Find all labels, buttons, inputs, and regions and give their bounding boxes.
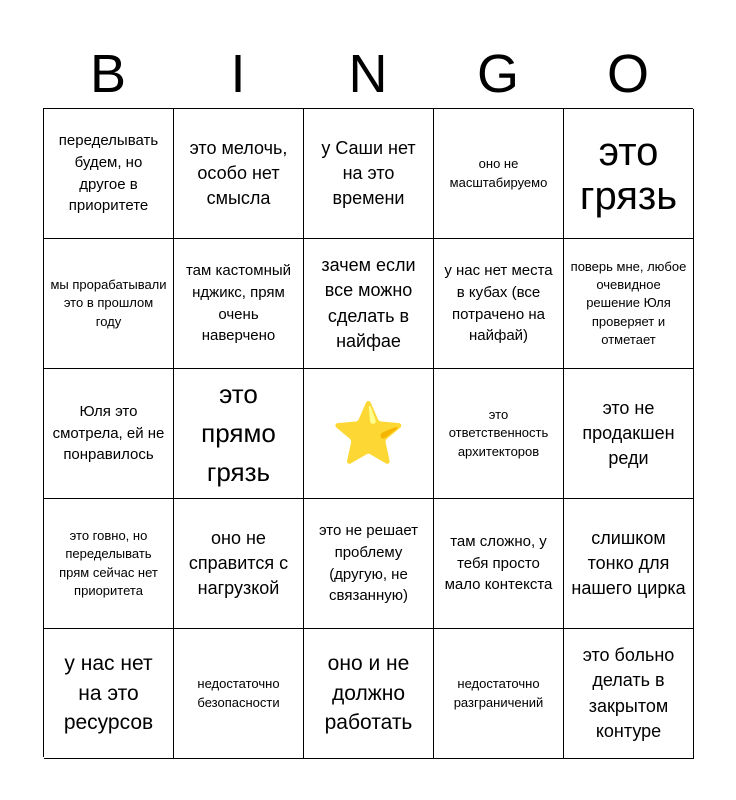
bingo-cell[interactable]: [434, 239, 564, 369]
header-letter-b: B: [89, 44, 127, 104]
bingo-cell[interactable]: [44, 369, 174, 499]
bingo-cell[interactable]: [174, 499, 304, 629]
header-letter-g: G: [476, 44, 519, 104]
bingo-cell[interactable]: [304, 629, 434, 759]
cell-text: у Саши нет на это времени: [321, 137, 416, 209]
bingo-header: [43, 40, 693, 108]
cell-text: это грязь: [579, 129, 678, 218]
bingo-cell[interactable]: [564, 239, 694, 369]
bingo-cell[interactable]: [564, 629, 694, 759]
bingo-cell[interactable]: [44, 109, 174, 239]
bingo-cell[interactable]: [304, 109, 434, 239]
header-letter-i: I: [230, 44, 246, 104]
bingo-cell[interactable]: [434, 109, 564, 239]
header-letter-o: O: [606, 44, 649, 104]
cell-text: это ответственность архитекторов: [448, 407, 549, 459]
bingo-cell[interactable]: [564, 369, 694, 499]
bingo-grid: [43, 108, 693, 757]
cell-text: это больно делать в закрытом контуре: [582, 645, 675, 741]
cell-text: это говно, но переделывать прям сейчас нет приоритета: [59, 528, 158, 598]
cell-text: недостаточно разграничений: [453, 676, 544, 710]
bingo-cell[interactable]: [434, 499, 564, 629]
bingo-cell[interactable]: [174, 369, 304, 499]
cell-text: это не продакшен реди: [582, 397, 675, 469]
bingo-cell[interactable]: [44, 239, 174, 369]
bingo-cell[interactable]: [564, 109, 694, 239]
header-letter-n: N: [348, 44, 388, 104]
bingo-cell[interactable]: [304, 239, 434, 369]
cell-text: оно не масштабируемо: [449, 156, 548, 190]
free-space-cell[interactable]: [304, 369, 434, 499]
bingo-cell[interactable]: [174, 629, 304, 759]
cell-text: это прямо грязь: [201, 379, 276, 487]
bingo-cell[interactable]: [174, 109, 304, 239]
cell-text: это мелочь, особо нет смысла: [189, 137, 288, 209]
cell-text: недостаточно безопасности: [197, 676, 280, 710]
cell-text: мы прорабатывали это в прошлом году: [50, 277, 167, 329]
bingo-cell[interactable]: [564, 499, 694, 629]
cell-text: зачем если все можно сделать в найфае: [321, 255, 416, 351]
cell-text: у нас нет на это ресурсов: [63, 652, 154, 735]
cell-text: переделывать будем, но другое в приоритете: [58, 132, 159, 215]
cell-text: там сложно, у тебя просто мало контекста: [444, 532, 553, 594]
cell-text: поверь мне, любое очевидное решение Юля проверяет и отметает: [570, 259, 687, 347]
cell-text: это не решает проблему (другую, не связанную): [318, 522, 419, 605]
bingo-cell[interactable]: [174, 239, 304, 369]
cell-text: оно не справится с нагрузкой: [188, 527, 289, 599]
bingo-cell[interactable]: [434, 629, 564, 759]
bingo-cell[interactable]: [434, 369, 564, 499]
cell-text: у нас нет места в кубах (все потрачено на найфай): [444, 262, 553, 345]
star-icon: ⭐: [331, 399, 406, 467]
cell-text: слишком тонко для нашего цирка: [571, 527, 686, 599]
bingo-cell[interactable]: [44, 499, 174, 629]
bingo-cell[interactable]: [304, 499, 434, 629]
cell-text: там кастомный нджикс, прям очень наверчено: [185, 262, 292, 345]
cell-text: оно и не должно работать: [324, 652, 413, 735]
bingo-cell[interactable]: [44, 629, 174, 759]
cell-text: Юля это смотрела, ей не понравилось: [52, 402, 165, 464]
